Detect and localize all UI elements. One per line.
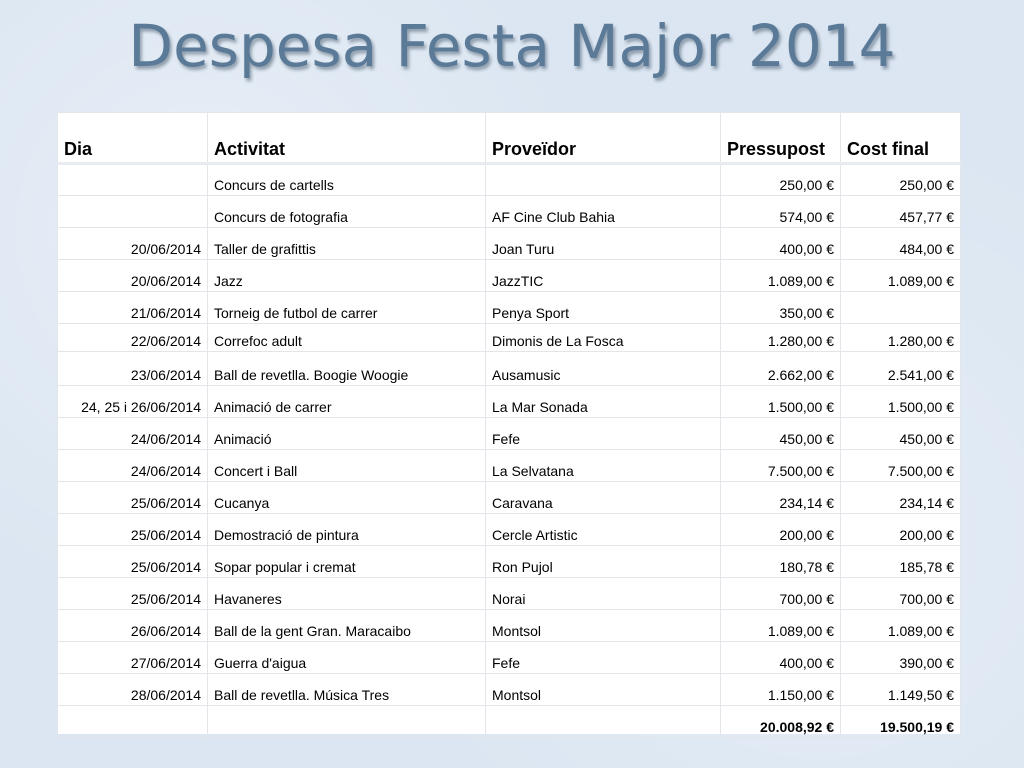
table-row <box>58 196 961 228</box>
cell-cost-final: 1.280,00 € <box>841 324 961 352</box>
cell-activitat: Concert i Ball <box>208 450 486 482</box>
cell-proveidor: Montsol <box>486 674 721 706</box>
cell-cost-final: 234,14 € <box>841 482 961 514</box>
cell-activitat: Animació de carrer <box>208 386 486 418</box>
cell-activitat: Guerra d'aigua <box>208 642 486 674</box>
expense-table <box>57 112 961 738</box>
cell-dia: 24/06/2014 <box>58 450 208 482</box>
cell-proveidor: Joan Turu <box>486 228 721 260</box>
cell-cost-final: 7.500,00 € <box>841 450 961 482</box>
cell-activitat: Demostració de pintura <box>208 514 486 546</box>
cell-dia: 26/06/2014 <box>58 610 208 642</box>
cell-proveidor: Fefe <box>486 642 721 674</box>
cell-proveidor: Fefe <box>486 418 721 450</box>
cell-activitat: Havaneres <box>208 578 486 610</box>
table-row <box>58 164 961 196</box>
table-row <box>58 228 961 260</box>
cell-pressupost: 574,00 € <box>721 196 841 228</box>
cell-dia <box>58 196 208 228</box>
table-row <box>58 642 961 674</box>
cell-pressupost: 1.280,00 € <box>721 324 841 352</box>
cell-proveidor: Norai <box>486 578 721 610</box>
totals-row <box>58 706 961 738</box>
header-activitat: Activitat <box>208 113 486 164</box>
cell-pressupost: 400,00 € <box>721 228 841 260</box>
cell-dia: 20/06/2014 <box>58 260 208 292</box>
cell-activitat: Concurs de cartells <box>208 164 486 196</box>
cell-proveidor: Ron Pujol <box>486 546 721 578</box>
cell-cost-final: 700,00 € <box>841 578 961 610</box>
cell-cost-final: 200,00 € <box>841 514 961 546</box>
cell-proveidor: AF Cine Club Bahia <box>486 196 721 228</box>
table-row <box>58 514 961 546</box>
table-header-row <box>58 113 961 164</box>
cell-pressupost: 400,00 € <box>721 642 841 674</box>
cell-activitat: Jazz <box>208 260 486 292</box>
cell-proveidor: JazzTIC <box>486 260 721 292</box>
table-row <box>58 418 961 450</box>
cell-proveidor: Cercle Artistic <box>486 514 721 546</box>
cell-pressupost: 450,00 € <box>721 418 841 450</box>
cell-cost-final: 1.089,00 € <box>841 260 961 292</box>
cell-cost-final: 457,77 € <box>841 196 961 228</box>
table-row <box>58 482 961 514</box>
cell-pressupost: 7.500,00 € <box>721 450 841 482</box>
cell-activitat: Correfoc adult <box>208 324 486 352</box>
cell-proveidor: La Selvatana <box>486 450 721 482</box>
cell-proveidor: La Mar Sonada <box>486 386 721 418</box>
cell-activitat: Sopar popular i cremat <box>208 546 486 578</box>
table-row <box>58 352 961 386</box>
cell-pressupost: 2.662,00 € <box>721 352 841 386</box>
cell-pressupost: 1.150,00 € <box>721 674 841 706</box>
cell-dia: 24, 25 i 26/06/2014 <box>58 386 208 418</box>
cell-pressupost: 20.008,92 € <box>721 706 841 738</box>
cell-activitat: Concurs de fotografia <box>208 196 486 228</box>
cell-proveidor: Penya Sport <box>486 292 721 324</box>
cell-activitat: Ball de la gent Gran. Maracaibo <box>208 610 486 642</box>
cell-activitat: Taller de grafittis <box>208 228 486 260</box>
cell-dia: 23/06/2014 <box>58 352 208 386</box>
cell-pressupost: 1.089,00 € <box>721 610 841 642</box>
cell-proveidor: Montsol <box>486 610 721 642</box>
cell-pressupost: 180,78 € <box>721 546 841 578</box>
cell-cost-final: 450,00 € <box>841 418 961 450</box>
cell-pressupost: 234,14 € <box>721 482 841 514</box>
cell-proveidor <box>486 706 721 738</box>
table-row <box>58 610 961 642</box>
cell-activitat: Animació <box>208 418 486 450</box>
table-row <box>58 292 961 324</box>
cell-pressupost: 700,00 € <box>721 578 841 610</box>
cell-dia: 25/06/2014 <box>58 514 208 546</box>
cell-cost-final: 1.149,50 € <box>841 674 961 706</box>
header-dia: Dia <box>58 113 208 164</box>
table-row <box>58 546 961 578</box>
cell-activitat <box>208 706 486 738</box>
cell-cost-final: 19.500,19 € <box>841 706 961 738</box>
header-cost-final: Cost final <box>841 113 961 164</box>
table-row <box>58 386 961 418</box>
cell-proveidor: Ausamusic <box>486 352 721 386</box>
page-title: Despesa Festa Major 2014 <box>128 12 896 80</box>
header-proveidor: Proveïdor <box>486 113 721 164</box>
cell-cost-final: 2.541,00 € <box>841 352 961 386</box>
table-row <box>58 674 961 706</box>
cell-cost-final: 1.500,00 € <box>841 386 961 418</box>
cell-cost-final: 390,00 € <box>841 642 961 674</box>
table-body <box>58 164 961 738</box>
cell-dia: 28/06/2014 <box>58 674 208 706</box>
cell-cost-final: 1.089,00 € <box>841 610 961 642</box>
cell-activitat: Ball de revetlla. Boogie Woogie <box>208 352 486 386</box>
cell-activitat: Cucanya <box>208 482 486 514</box>
table-row <box>58 450 961 482</box>
cell-dia <box>58 164 208 196</box>
cell-pressupost: 1.500,00 € <box>721 386 841 418</box>
cell-activitat: Torneig de futbol de carrer <box>208 292 486 324</box>
cell-cost-final: 185,78 € <box>841 546 961 578</box>
cell-dia: 25/06/2014 <box>58 546 208 578</box>
cell-activitat: Ball de revetlla. Música Tres <box>208 674 486 706</box>
cell-cost-final: 484,00 € <box>841 228 961 260</box>
table-row <box>58 260 961 292</box>
cell-cost-final <box>841 292 961 324</box>
cell-dia <box>58 706 208 738</box>
cell-proveidor: Caravana <box>486 482 721 514</box>
cell-dia: 24/06/2014 <box>58 418 208 450</box>
cell-proveidor: Dimonis de La Fosca <box>486 324 721 352</box>
cell-dia: 25/06/2014 <box>58 482 208 514</box>
table-row <box>58 324 961 352</box>
cell-proveidor <box>486 164 721 196</box>
cell-pressupost: 200,00 € <box>721 514 841 546</box>
expense-table-container <box>57 112 960 734</box>
table-row <box>58 578 961 610</box>
cell-pressupost: 350,00 € <box>721 292 841 324</box>
cell-dia: 25/06/2014 <box>58 578 208 610</box>
cell-dia: 22/06/2014 <box>58 324 208 352</box>
cell-dia: 27/06/2014 <box>58 642 208 674</box>
cell-dia: 20/06/2014 <box>58 228 208 260</box>
header-pressupost: Pressupost <box>721 113 841 164</box>
cell-pressupost: 1.089,00 € <box>721 260 841 292</box>
cell-cost-final: 250,00 € <box>841 164 961 196</box>
cell-pressupost: 250,00 € <box>721 164 841 196</box>
cell-dia: 21/06/2014 <box>58 292 208 324</box>
